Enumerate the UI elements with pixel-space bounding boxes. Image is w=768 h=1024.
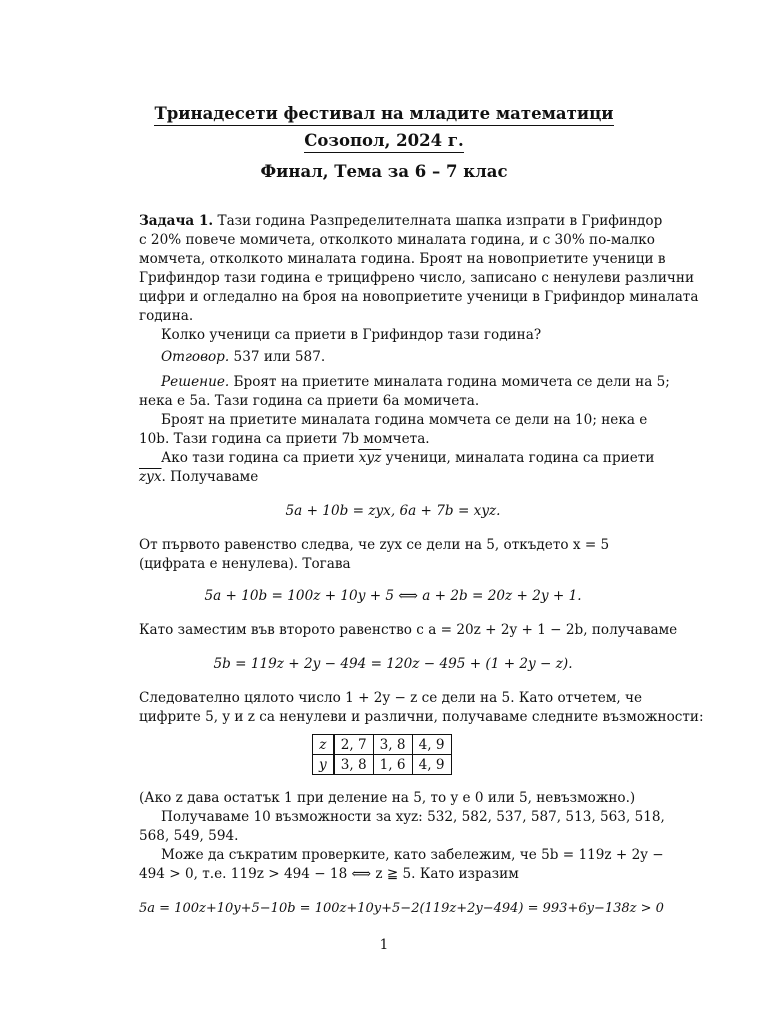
answer-line — [161, 348, 647, 367]
table-cell: 4, 9 — [412, 755, 451, 775]
solution-line-10: Следователно цялото число 1 + 2y − z се дели на 5. Като отчетем, че — [139, 690, 643, 706]
overline-xyz: $\overline{xyz}$ — [358, 450, 382, 466]
header-subtitle: Созопол, 2024 г. — [304, 131, 463, 153]
answer-label: Отговор. — [161, 349, 230, 365]
header-section: Финал, Тема за 6 – 7 клас — [260, 162, 508, 181]
solution-line-7: От първото равенство следва, че zyx се дели на 5, откъдето x = 5 — [139, 537, 610, 553]
equation-2: 5a + 10b = 100z + 10y + 5 ⟺ a + 2b = 20z + 2y + 1. — [204, 588, 582, 604]
table-cell: 1, 6 — [373, 755, 412, 775]
solution-line-16: 494 > 0, т.е. 119z > 494 − 18 ⟺ z ≧ 5. Като изразим — [139, 866, 519, 882]
header-title: Тринадесети фестивал на младите математици — [154, 104, 613, 126]
header-section-wrap — [0, 162, 768, 181]
page-number: 1 — [379, 937, 389, 953]
equation-3: 5b = 119z + 2y − 494 = 120z − 495 + (1 + 2y − z). — [213, 656, 573, 672]
problem-line-6: година. — [139, 308, 194, 324]
solution-text-1: Броят на приетите миналата година момичета се дели на 5; — [233, 374, 670, 390]
solution-line-1 — [161, 373, 670, 392]
overline-zyx: $\overline{zyx}$ — [139, 469, 162, 485]
solution-line-13: Получаваме 10 възможности за xyz: 532, 582, 537, 587, 513, 563, 518, — [161, 809, 665, 825]
table-cell: 4, 9 — [412, 735, 451, 755]
table-cell: 3, 8 — [334, 755, 373, 775]
solution-line-5 — [161, 449, 655, 468]
table-head-y: y — [313, 755, 334, 775]
solution-line-15: Може да съкратим проверките, като забележим, че 5b = 119z + 2y − — [161, 847, 664, 863]
problem-label: Задача 1. — [139, 213, 214, 229]
table-row — [313, 755, 452, 775]
table-cell: 3, 8 — [373, 735, 412, 755]
possibilities-table — [312, 734, 452, 775]
problem-text-1: Тази година Разпределителната шапка изпрати в Грифиндор — [217, 213, 663, 229]
equation-1: 5a + 10b = zyx, 6a + 7b = xyz. — [285, 503, 501, 519]
solution-line-9: Като заместим във второто равенство с a = 20z + 2y + 1 − 2b, получаваме — [139, 622, 678, 638]
problem-line-1 — [139, 212, 663, 231]
problem-line-5: цифри и огледално на броя на новоприетите ученици в Грифиндор миналата — [139, 289, 699, 305]
solution-line-11: цифрите 5, y и z са ненулеви и различни, получаваме следните възможности: — [139, 709, 704, 725]
solution-line-14: 568, 549, 594. — [139, 828, 239, 844]
solution-label: Решение. — [161, 374, 230, 390]
problem-line-2: с 20% повече момичета, отколкото миналата година, и с 30% по-малко — [139, 232, 655, 248]
solution-line-6 — [139, 468, 647, 487]
solution-line-2: нека е 5a. Тази година са приети 6a момичета. — [139, 393, 480, 409]
table-head-z: z — [313, 735, 334, 755]
equation-4: 5a = 100z+10y+5−10b = 100z+10y+5−2(119z+2y−494) = 993+6y−138z > 0 — [139, 901, 664, 916]
solution-text-5a: Ако тази година са приети — [161, 450, 359, 466]
header-subtitle-wrap — [0, 131, 768, 153]
solution-text-5c: ученици, миналата година са приети — [381, 450, 655, 466]
solution-line-3: Броят на приетите миналата година момчета се дели на 10; нека е — [161, 412, 648, 428]
problem-line-3: момчета, отколкото миналата година. Броят на новоприетите ученици в — [139, 251, 666, 267]
problem-line-4: Грифиндор тази година е трицифрено число, записано с ненулеви различни — [139, 270, 695, 286]
solution-line-12: (Ако z дава остатък 1 при деление на 5, то y е 0 или 5, невъзможно.) — [139, 790, 636, 806]
solution-text-6b: . Получаваме — [161, 469, 259, 485]
problem-question: Колко ученици са приети в Грифиндор тази година? — [161, 327, 542, 343]
answer-text: 537 или 587. — [233, 349, 326, 365]
header-title-wrap — [0, 104, 768, 126]
table-row — [313, 735, 452, 755]
solution-line-4: 10b. Тази година са приети 7b момчета. — [139, 431, 430, 447]
table-cell: 2, 7 — [334, 735, 373, 755]
solution-line-8: (цифрата е ненулева). Тогава — [139, 556, 351, 572]
